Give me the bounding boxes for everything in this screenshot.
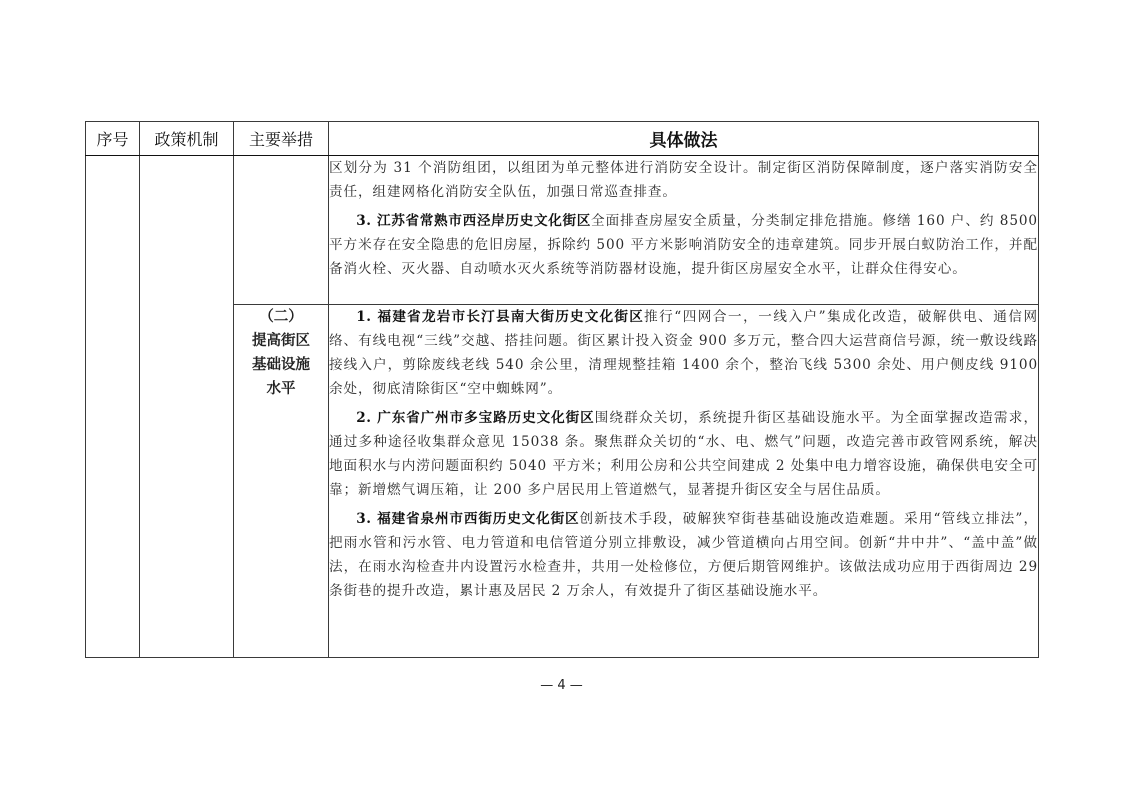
policy-table (85, 121, 1039, 658)
measure-cell (234, 305, 329, 658)
practice-paragraph (329, 209, 1038, 281)
case-text: 全面排查房屋安全质量，分类制定排危措施。修缮 160 户、约 8500 平方米存在安全隐患的危旧房屋，拆除约 500 平方米影响消防安全的违章建筑。同步开展白蚁防治工作，并配备消火栓、灭火器、自动喷水灭火系统等消防器材设施，提升街区房屋安全水平，让群众住得安心。 (329, 213, 1038, 277)
case-text: 推行“四网合一，一线入户”集成化改造，破解供电、通信网络、有线电视“三线”交越、搭挂问题。街区累计投入资金 900 多万元，整合四大运营商信号源，统一敷设线路接线入户，剪除废线老线 540 余公里，清理规整挂箱 1400 余个，整治飞线 5300 余处、用户侧皮线 9100 余处，彻底清除街区“空中蜘蛛网”。 (329, 309, 1038, 397)
measure-label-line: 水平 (266, 380, 296, 397)
case-title: 1. 福建省龙岩市长汀县南大街历史文化街区 (356, 309, 645, 325)
mechanism-cell (140, 156, 234, 658)
measure-label (234, 305, 328, 401)
header-seq: 序号 (86, 122, 140, 156)
measure-label-line: 基础设施 (252, 356, 310, 373)
case-text: 创新技术手段，破解狭窄街巷基础设施改造难题。采用“管线立排法”，把雨水管和污水管、电力管道和电信管道分别立排敷设，减少管道横向占用空间。创新“井中井”、“盖中盖”做法，在雨水沟检查井内设置污水检查井，共用一处检修位，方便后期管网维护。该做法成功应用于西街周边 29 条街巷的提升改造，累计惠及居民 2 万余人，有效提升了街区基础设施水平。 (329, 511, 1039, 599)
header-measure: 主要举措 (234, 122, 329, 156)
measure-label-line: （二） (259, 308, 303, 325)
seq-cell (86, 156, 140, 658)
practice-paragraph (329, 156, 1038, 204)
table-row (86, 156, 1039, 305)
case-title: 3. 福建省泉州市西街历史文化街区 (356, 511, 580, 527)
case-text: 围绕群众关切，系统提升街区基础设施水平。为全面掌握改造需求，通过多种途径收集群众意见 15038 条。聚焦群众关切的“水、电、燃气”问题，改造完善市政管网系统，解决地面积水与内涝问题面积约 5040 平方米；利用公房和公共空间建成 2 处集中电力增容设施，确保供电安全可靠；新增燃气调压箱，让 200 多户居民用上管道燃气，显著提升街区安全与居住品质。 (329, 410, 1038, 498)
practice-cell (329, 305, 1039, 658)
header-practice: 具体做法 (329, 122, 1039, 156)
case-title: 2. 广东省广州市多宝路历史文化街区 (356, 410, 595, 426)
practice-paragraph (329, 406, 1038, 502)
practice-paragraph (329, 305, 1038, 401)
practice-cell (329, 156, 1039, 305)
measure-label-line: 提高街区 (252, 332, 310, 349)
case-text: 区划分为 31 个消防组团，以组团为单元整体进行消防安全设计。制定街区消防保障制度，逐户落实消防安全责任，组建网格化消防安全队伍，加强日常巡查排查。 (329, 160, 1038, 200)
measure-cell-continued (234, 156, 329, 305)
table-header-row (86, 122, 1039, 156)
case-title: 3. 江苏省常熟市西泾岸历史文化街区 (356, 213, 592, 229)
practice-paragraph (329, 507, 1038, 603)
page-number: — 4 — (540, 678, 583, 693)
header-mechanism: 政策机制 (140, 122, 234, 156)
